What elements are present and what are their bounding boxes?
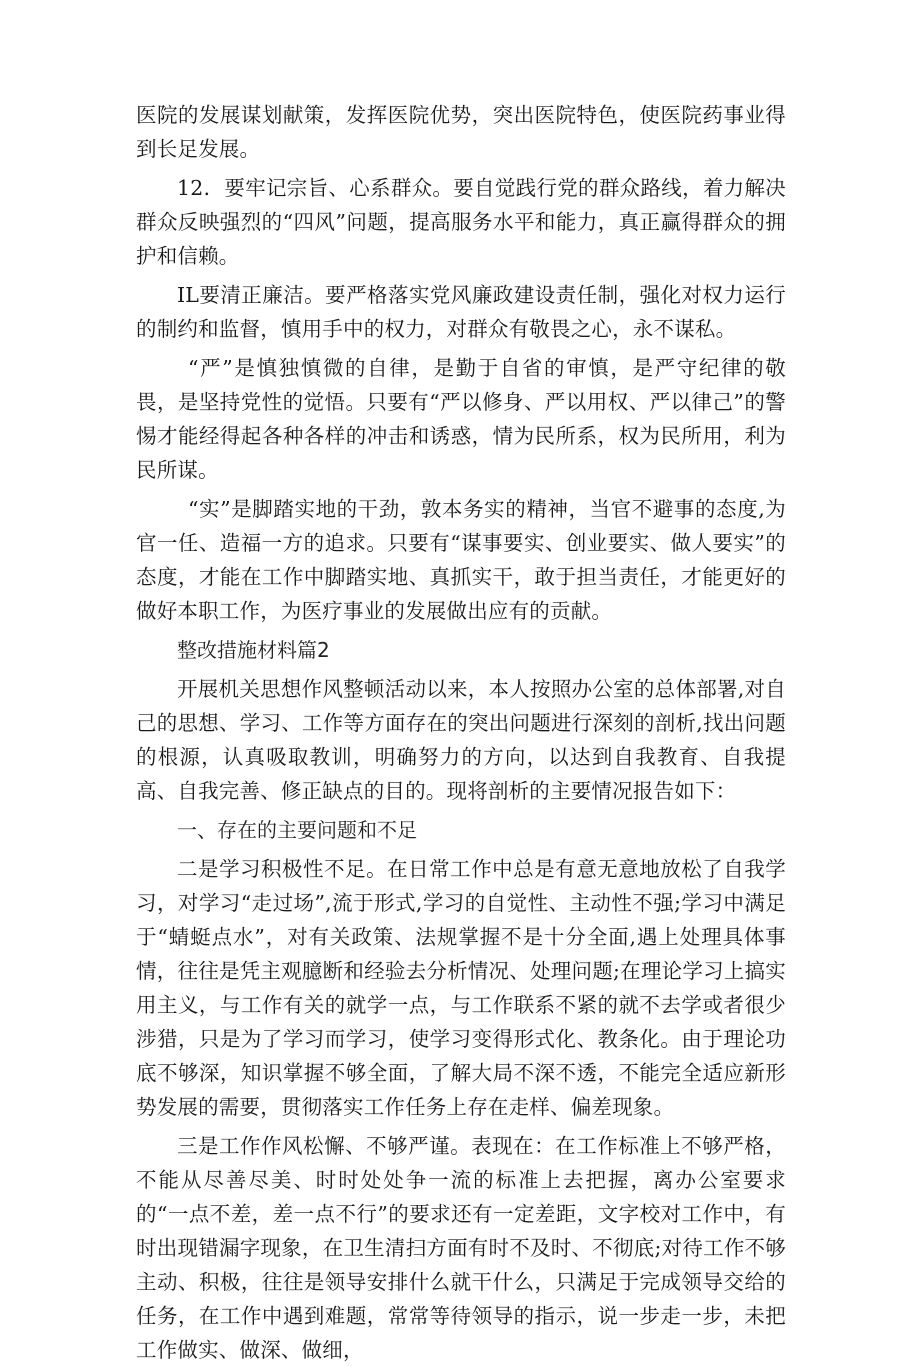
paragraph-intro: 开展机关思想作风整顿活动以来，本人按照办公室的总体部署,对自己的思想、学习、工作等方面存在的突出问题进行深刻的剖析,找出问题的根源，认真吸取教训，明确努力的方向，以达到自我教育、自我提高、自我完善、修正缺点的目的。现将剖析的主要情况报告如下： <box>136 677 786 803</box>
paragraph-item-12: 12．要牢记宗旨、心系群众。要自觉践行党的群众路线，着力解决群众反映强烈的“四风”问题，提高服务水平和能力，真正赢得群众的拥护和信赖。 <box>136 176 786 268</box>
paragraph-item-11: IL要清正廉洁。要严格落实党风廉政建设责任制，强化对权力运行的制约和监督，慎用手中的权力，对群众有敬畏之心，永不谋私。 <box>136 283 786 341</box>
subsection-title: 一、存在的主要问题和不足 <box>177 818 417 842</box>
paragraph-work-style: 三是工作作风松懈、不够严谨。表现在：在工作标准上不够严格，不能从尽善尽美、时时处处争一流的标准上去把握，离办公室要求的“一点不差，差一点不行”的要求还有一定差距，文字校对工作中，有时出现错漏字现象，在卫生清扫方面有时不及时、不彻底;对待工作不够主动、积极，往往是领导安排什么就干什么，只满足于完成领导交给的任务，在工作中遇到难题，常常等待领导的指示，说一步走一步，未把工作做实、做深、做细， <box>136 1134 786 1362</box>
paragraph-continuation: 医院的发展谋划献策，发挥医院优势，突出医院特色，使医院药事业得到长足发展。 <box>136 103 786 161</box>
paragraph-shi: “实”是脚踏实地的干劲，敦本务实的精神，当官不避事的态度,为官一任、造福一方的追求。只要有“谋事要实、创业要实、做人要实”的态度，才能在工作中脚踏实地、真抓实干，敢于担当责任，才能更好的做好本职工作，为医疗事业的发展做出应有的贡献。 <box>136 497 786 623</box>
paragraph-study: 二是学习积极性不足。在日常工作中总是有意无意地放松了自我学习，对学习“走过场”,流于形式,学习的自觉性、主动性不强;学习中满足于“蜻蜓点水”，对有关政策、法规掌握不是十分全面,遇上处理具体事情，往往是凭主观臆断和经验去分析情况、处理问题;在理论学习上搞实用主义，与工作有关的就学一点，与工作联系不紧的就不去学或者很少涉猎，只是为了学习而学习，使学习变得形式化、教条化。由于理论功底不够深，知识掌握不够全面，了解大局不深不透，不能完全适应新形势发展的需要，贯彻落实工作任务上存在走样、偏差现象。 <box>136 857 786 1119</box>
paragraph-yan: “严”是慎独慎微的自律，是勤于自省的审慎，是严守纪律的敬畏，是坚持党性的觉悟。只要有“严以修身、严以用权、严以律己”的警惕才能经得起各种各样的冲击和诱惑，情为民所系，权为民所用，利为民所谋。 <box>136 356 786 482</box>
section-title: 整改措施材料篇2 <box>177 638 330 662</box>
